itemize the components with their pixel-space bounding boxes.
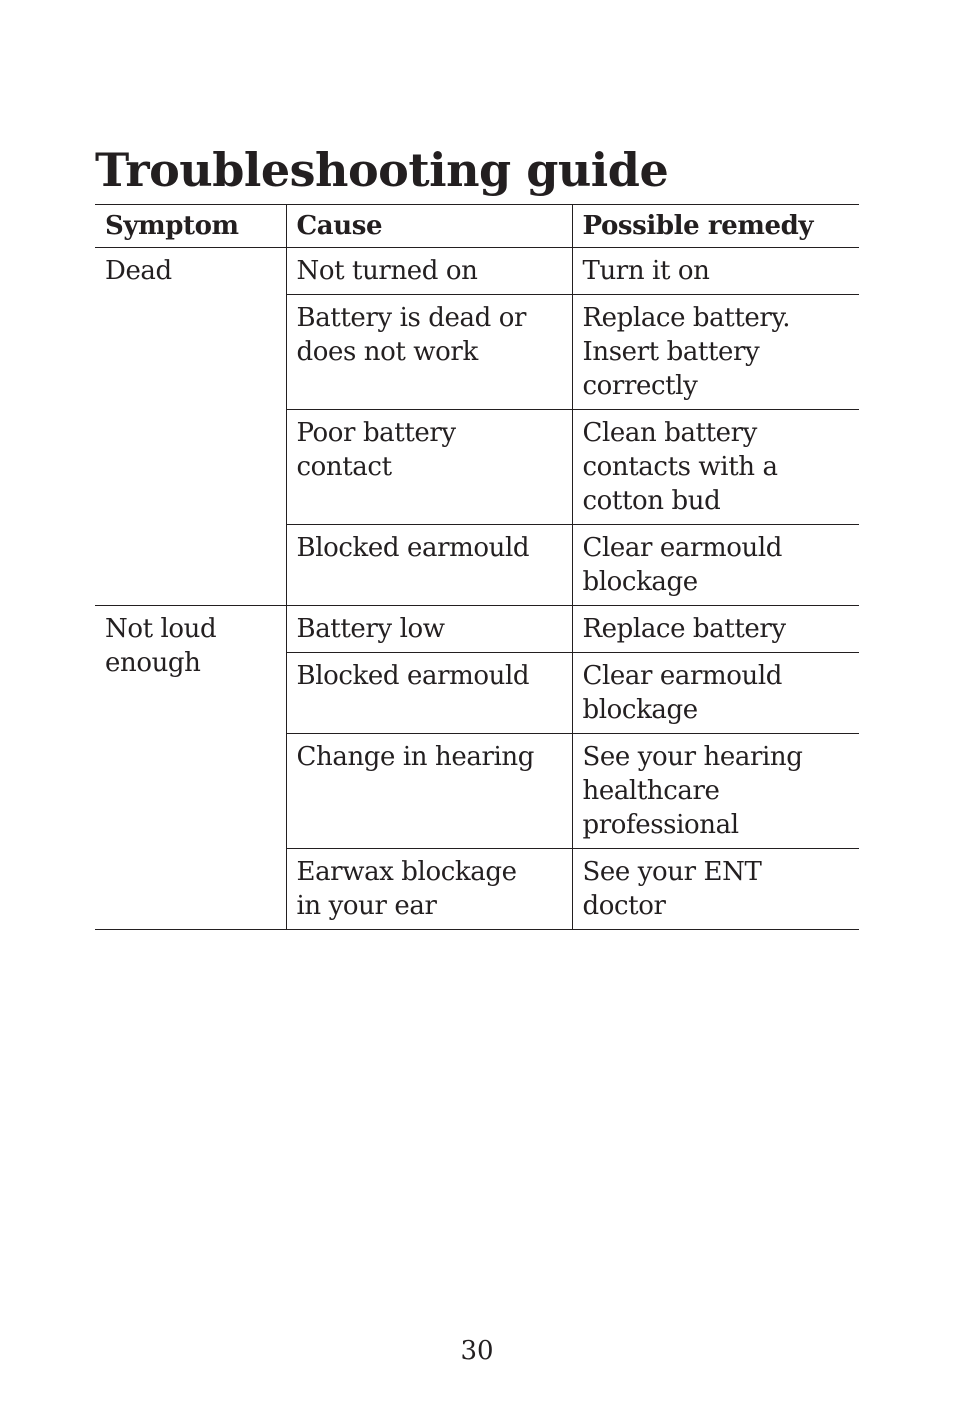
cause-cell: Not turned on: [286, 248, 572, 295]
header-cause: Cause: [286, 205, 572, 248]
remedy-cell: See your hearing healthcare professional: [572, 734, 859, 849]
header-symptom: Symptom: [95, 205, 286, 248]
remedy-cell: See your ENT doctor: [572, 849, 859, 930]
remedy-cell: Replace battery. Insert battery correctly: [572, 295, 859, 410]
page-title: Troubleshooting guide: [95, 143, 669, 197]
table-header-row: [95, 205, 859, 248]
cause-cell: Battery is dead or does not work: [286, 295, 572, 410]
cause-cell: Battery low: [286, 606, 572, 653]
cause-cell: Earwax blockage in your ear: [286, 849, 572, 930]
remedy-cell: Clear earmould blockage: [572, 653, 859, 734]
cause-cell: Poor battery contact: [286, 410, 572, 525]
cause-cell: Change in hearing: [286, 734, 572, 849]
cause-cell: Blocked earmould: [286, 653, 572, 734]
remedy-cell: Clean battery contacts with a cotton bud: [572, 410, 859, 525]
remedy-cell: Replace battery: [572, 606, 859, 653]
table-row: [95, 606, 859, 653]
remedy-cell: Turn it on: [572, 248, 859, 295]
symptom-cell: Dead: [95, 248, 286, 606]
symptom-cell: Not loud enough: [95, 606, 286, 930]
table-row: [95, 248, 859, 295]
page-number: 30: [460, 1336, 494, 1366]
cause-cell: Blocked earmould: [286, 525, 572, 606]
remedy-cell: Clear earmould blockage: [572, 525, 859, 606]
troubleshooting-table: [95, 204, 859, 930]
header-remedy: Possible remedy: [572, 205, 859, 248]
